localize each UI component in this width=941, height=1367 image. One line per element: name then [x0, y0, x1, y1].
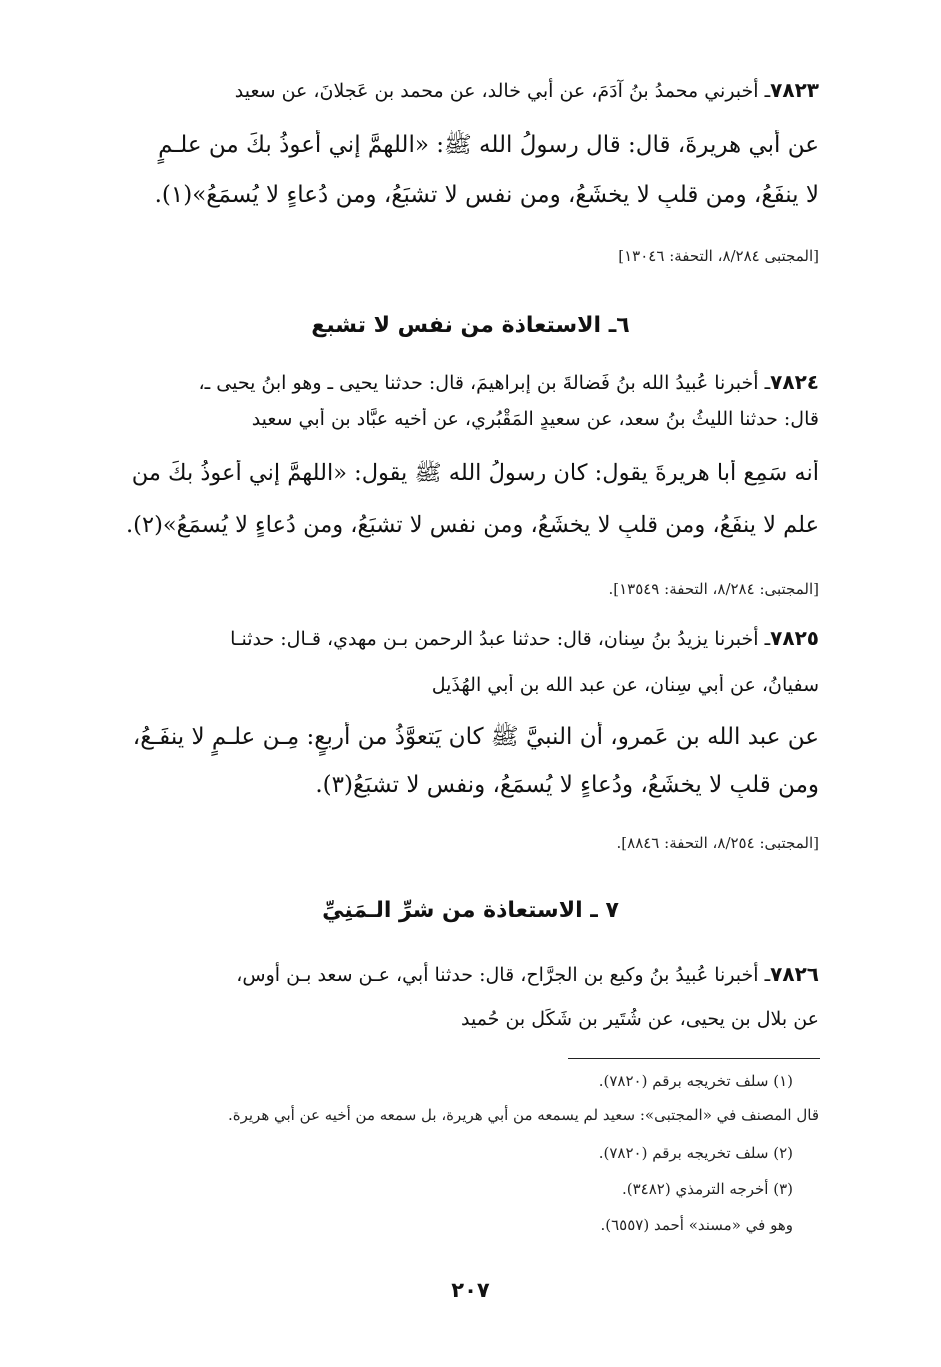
hadith-7824-matn-line-1: أنه سَمِع أبا هريرةَ يقول: كان رسولُ الله ﷺ يقول: «اللهمَّ إني أعوذُ بكَ من — [131, 460, 819, 486]
hadith-number: ٧٨٢٦ — [770, 962, 819, 986]
footnote-separator — [568, 1058, 820, 1059]
chapter-heading-6: ٦ـ الاستعاذة من نفس لا تشبع — [311, 313, 630, 338]
hadith-7824-isnad-line-2: قال: حدثنا الليثُ بنُ سعد، عن سعيدٍ المَقْبُري، عن أخيه عبَّاد بن أبي سعيد — [251, 408, 819, 430]
footnote-1: (١) سلف تخريجه برقم (٧٨٢٠). — [598, 1072, 793, 1090]
footnote-3: (٣) أخرجه الترمذي (٣٤٨٢). — [621, 1180, 793, 1198]
hadith-7823-reference: [المجتبى ٨/٢٨٤، التحفة: ١٣٠٤٦] — [618, 247, 819, 265]
hadith-7825-isnad-line-2: سفيانُ، عن أبي سِنان، عن عبد الله بن أبي الهُذَيل — [431, 674, 819, 696]
page-number: ٢٠٧ — [451, 1278, 490, 1302]
hadith-7824-reference: [المجتبى: ٨/٢٨٤، التحفة: ١٣٥٤٩]. — [608, 580, 819, 598]
hadith-7823-matn-line-2: لا ينفَعُ، ومن قلبٍ لا يخشَعُ، ومن نفسٍ لا تشبَعُ، ومن دُعاءٍ لا يُسمَعُ»(١). — [154, 182, 819, 208]
hadith-7825-isnad-line-1: ٧٨٢٥ـ أخبرنا يزيدُ بنُ سِنان، قال: حدثنا عبدُ الرحمنِ بـن مهدي، قـال: حدثنـا — [230, 626, 819, 650]
hadith-7824-isnad-line-1: ٧٨٢٤ـ أخبرنا عُبيدُ الله بنُ فَضالةَ بن إبراهيمَ، قال: حدثنا يحيى ـ وهو ابنُ يحيى ـ، — [198, 370, 819, 394]
hadith-number: ٧٨٢٤ — [770, 370, 819, 394]
hadith-7826-isnad-line-1: ٧٨٢٦ـ أخبرنا عُبيدُ بنُ وكيع بن الجرَّاح، قال: حدثنا أبي، عـن سعد بـن أوس، — [236, 962, 819, 986]
chapter-heading-7: ٧ ـ الاستعاذة من شرِّ الـمَنِيِّ — [322, 898, 619, 923]
hadith-7823-isnad-line-1: ٧٨٢٣ـ أخبرني محمدُ بنُ آدَمَ، عن أبي خالد، عن محمد بن عَجلانَ، عن سعيد — [234, 78, 819, 102]
hadith-number: ٧٨٢٥ — [770, 626, 819, 650]
footnote-1-note: قال المصنف في «المجتبى»: سعيد لم يسمعه من أبي هريرة، بل سمعه من أخيه عن أبي هريرة. — [227, 1106, 819, 1124]
hadith-7825-reference: [المجتبى: ٨/٢٥٤، التحفة: ٨٨٤٦]. — [616, 834, 819, 852]
footnote-3-note: وهو في «مسند» أحمد (٦٥٥٧). — [600, 1216, 793, 1234]
hadith-7824-matn-line-2: علمٍ لا ينفَعُ، ومن قلبٍ لا يخشَعُ، ومن نفسٍ لا تشبَعُ، ومن دُعاءٍ لا يُسمَعُ»(٢). — [126, 512, 819, 538]
hadith-number: ٧٨٢٣ — [770, 78, 819, 102]
hadith-7823-matn-line-1: عن أبي هريرةَ، قال: قال رسولُ الله ﷺ: «اللهمَّ إني أعوذُ بكَ من علـمٍ — [158, 132, 819, 158]
hadith-7825-matn-line-1: عن عبد الله بن عَمرو، أن النبيَّ ﷺ كان يَتعوَّذُ من أربعٍ: مِـن علـمٍ لا ينفَـعُ، — [132, 724, 819, 750]
hadith-7826-isnad-line-2: عن بلال بن يحيى، عن شُتَير بن شَكَل بن حُميد — [460, 1008, 819, 1030]
footnote-2: (٢) سلف تخريجه برقم (٧٨٢٠). — [598, 1144, 793, 1162]
hadith-7825-matn-line-2: ومن قلبٍ لا يخشَعُ، ودُعاءٍ لا يُسمَعُ، ونفسٍ لا تشبَعُ(٣). — [315, 772, 819, 798]
